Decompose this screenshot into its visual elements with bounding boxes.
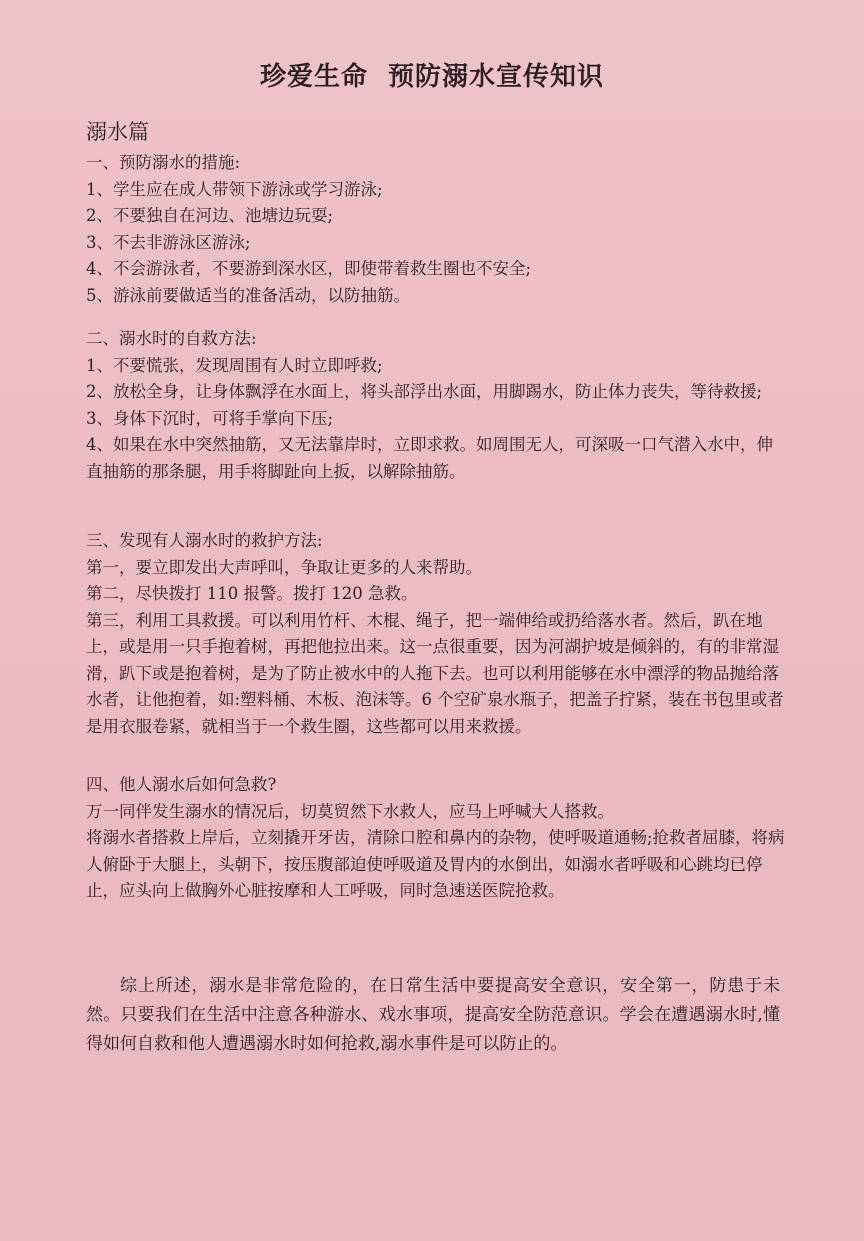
section-heading: 三、发现有人溺水时的救护方法:	[86, 531, 323, 550]
section-first-aid	[86, 772, 786, 905]
document-subtitle: 溺水篇	[86, 120, 149, 144]
section-heading: 一、预防溺水的措施:	[86, 153, 241, 172]
list-item: 第二，尽快拨打 110 报警。拨打 120 急救。	[86, 584, 418, 603]
section-rescue-others	[86, 528, 786, 740]
list-item: 3、身体下沉时，可将手掌向下压;	[86, 408, 334, 428]
section-self-rescue	[86, 326, 786, 485]
list-item: 2、放松全身，让身体飘浮在水面上，将头部浮出水面，用脚踢水，防止体力丧失，等待救援;	[86, 382, 763, 401]
section-heading: 四、他人溺水后如何急救?	[86, 775, 277, 794]
section-heading: 二、溺水时的自救方法:	[86, 329, 257, 348]
list-item: 将溺水者搭救上岸后，立刻撬开牙齿，清除口腔和鼻内的杂物，使呼吸道通畅;抢救者屈膝，将病人俯卧于大腿上，头朝下，按压腹部迫使呼吸道及胃内的水倒出，如溺水者呼吸和心跳均已停止，应头向上做胸外心脏按摩和人工呼吸，同时急速送医院抢救。	[86, 828, 785, 900]
list-item: 2、不要独自在河边、池塘边玩耍;	[86, 206, 334, 225]
list-item: 万一同伴发生溺水的情况后，切莫贸然下水救人，应马上呼喊大人搭救。	[86, 801, 614, 821]
list-item: 4、如果在水中突然抽筋，又无法靠岸时，立即求救。如周围无人，可深吸一口气潜入水中，伸直抽筋的那条腿，用手将脚趾向上扳，以解除抽筋。	[86, 435, 773, 481]
summary-paragraph: 综上所述，溺水是非常危险的，在日常生活中要提高安全意识，安全第一，防患于未然。只要我们在生活中注意各种游水、戏水事项，提高安全防范意识。学会在遭遇溺水时,懂得如何自救和他人遭遇溺水时如何抢救,溺水事件是可以防止的。	[86, 976, 780, 1054]
list-item: 5、游泳前要做适当的准备活动，以防抽筋。	[86, 285, 410, 305]
list-item: 4、不会游泳者，不要游到深水区，即使带着救生圈也不安全;	[86, 259, 532, 278]
list-item: 1、学生应在成人带领下游泳或学习游泳;	[86, 179, 383, 199]
list-item: 第一，要立即发出大声呼叫，争取让更多的人来帮助。	[86, 557, 482, 577]
section-prevention	[86, 150, 786, 309]
list-item: 第三，利用工具救援。可以利用竹杆、木棍、绳子，把一端伸给或扔给落水者。然后，趴在地上，或是用一只手抱着树，再把他拉出来。这一点很重要，因为河湖护坡是倾斜的，有的非常湿滑，趴下或是抱着树，是为了防止被水中的人拖下去。也可以利用能够在水中漂浮的物品抛给落水者，让他抱着，如:塑料桶、木板、泡沫等。6 个空矿泉水瓶子，把盖子拧紧，装在书包里或者是用衣服卷紧，就相当于一个救生圈，这些都可以用来救援。	[86, 610, 784, 736]
list-item: 3、不去非游泳区游泳;	[86, 232, 251, 252]
document-title: 珍爱生命 预防溺水宣传知识	[259, 62, 605, 92]
list-item: 1、不要慌张，发现周围有人时立即呼救;	[86, 355, 383, 375]
